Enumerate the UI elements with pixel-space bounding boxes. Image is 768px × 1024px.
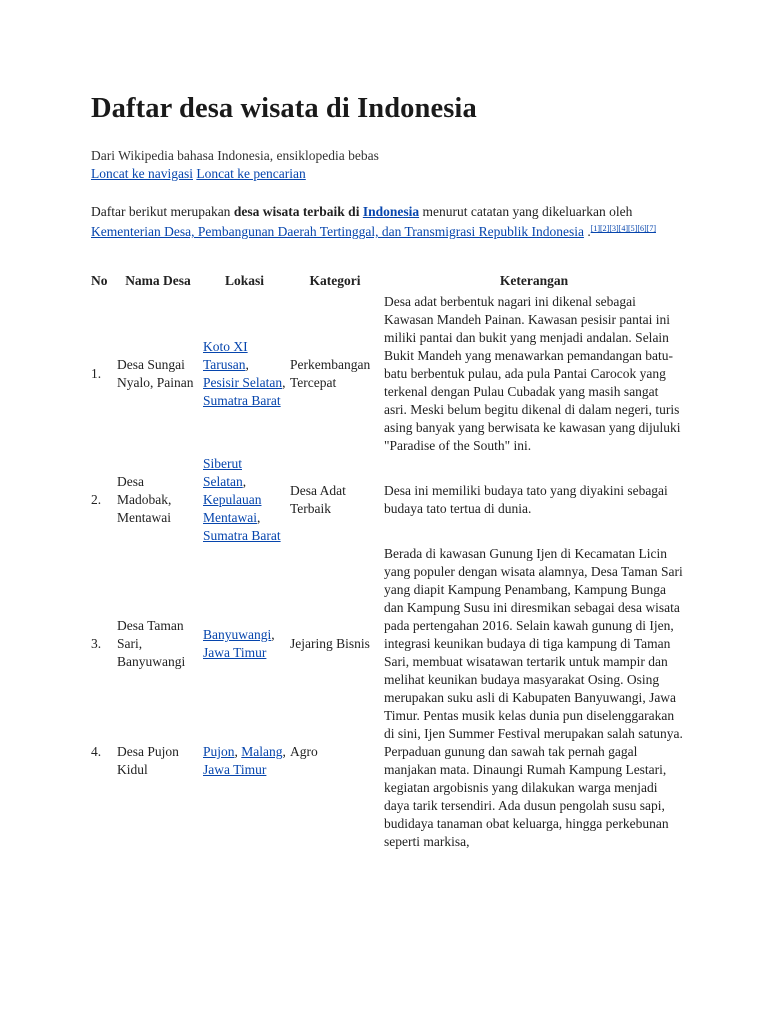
- ministry-link[interactable]: Kementerian Desa, Pembangunan Daerah Tertinggal, dan Transmigrasi Republik Indonesia: [91, 224, 584, 239]
- category: Jejaring Bisnis: [290, 636, 370, 651]
- jump-to-navigation-link[interactable]: Loncat ke navigasi: [91, 166, 193, 181]
- location-link[interactable]: Pesisir Selatan: [203, 375, 283, 390]
- location-cell: Koto XI Tarusan, Pesisir Selatan, Sumatra Barat: [203, 339, 286, 408]
- location-link[interactable]: Siberut Selatan: [203, 456, 243, 489]
- intro-bold-label: desa wisata terbaik di: [233, 204, 363, 219]
- header-keterangan: Keterangan: [499, 273, 569, 288]
- reference-links[interactable]: [1][2][3][4][5][6][7]: [590, 224, 656, 233]
- location-link[interactable]: Kepulauan Mentawai: [203, 492, 262, 525]
- page-title: Daftar desa wisata di Indonesia: [91, 93, 477, 124]
- row-number: 1.: [91, 366, 102, 381]
- intro-bold-text: [234, 204, 419, 219]
- category: Agro: [290, 744, 318, 759]
- row-number: 3.: [91, 636, 102, 651]
- village-name: Desa Sungai Nyalo, Painan: [117, 357, 194, 390]
- table-row: [91, 743, 686, 851]
- description: Desa adat berbentuk nagari ini dikenal sebagai Kawasan Mandeh Painan. Kawasan pesisir pantai ini miliki pantai dan bukit yang menjadi andalan. Selain Bukit Mandeh yang menawarkan pemandangan batu-batu berbentuk pulau, ada pula Pantai Carocok yang terkenal dengan Pulau Cubadak yang masih sangat asri. Meski belum begitu dikenal di dalam negeri, turis asing banyak yang berwisata ke kawasan yang dijuluki "Paradise of the South" ini.: [384, 294, 681, 453]
- table-header-row: [91, 270, 686, 293]
- location-link[interactable]: Koto XI Tarusan: [203, 339, 248, 372]
- row-number: 2.: [91, 492, 102, 507]
- location-link[interactable]: Jawa Timur: [203, 645, 267, 660]
- location-link[interactable]: Jawa Timur: [203, 762, 267, 777]
- description: Desa ini memiliki budaya tato yang diyakini sebagai budaya tato tertua di dunia.: [384, 483, 668, 516]
- village-table: [91, 270, 686, 851]
- location-cell: Pujon, Malang, Jawa Timur: [203, 744, 286, 777]
- village-name: Desa Taman Sari, Banyuwangi: [117, 618, 186, 669]
- description: Perpaduan gunung dan sawah tak pernah gagal manjakan mata. Dinaungi Rumah Kampung Lestari, kegiatan argobisnis yang dilakukan warga menjadi daya tarik tersendiri. Ada dusun pengolah susu sapi, budidaya tanaman obat keluarga, hingga perkebunan seperti markisa,: [384, 744, 669, 849]
- header-kategori: Kategori: [309, 273, 361, 288]
- header-nama-desa: Nama Desa: [125, 273, 191, 288]
- village-name: Desa Madobak, Mentawai: [117, 474, 172, 525]
- location-link[interactable]: Sumatra Barat: [203, 393, 281, 408]
- indonesia-link[interactable]: Indonesia: [362, 204, 420, 219]
- location-cell: Siberut Selatan, Kepulauan Mentawai, Sumatra Barat: [203, 456, 281, 543]
- table-row: [91, 293, 686, 455]
- location-link[interactable]: Malang: [241, 744, 283, 759]
- location-cell: Banyuwangi, Jawa Timur: [203, 627, 275, 660]
- jump-to-search-link[interactable]: Loncat ke pencarian: [196, 166, 306, 181]
- category: Perkembangan Tercepat: [290, 357, 371, 390]
- intro-text-2: menurut catatan yang dikeluarkan oleh: [419, 204, 633, 219]
- location-link[interactable]: Banyuwangi: [203, 627, 272, 642]
- site-subtitle: Dari Wikipedia bahasa Indonesia, ensiklopedia bebas: [91, 148, 379, 163]
- header-no: No: [91, 273, 108, 288]
- intro-text-3: .: [583, 224, 591, 239]
- row-number: 4.: [91, 744, 102, 759]
- header-lokasi: Lokasi: [224, 273, 265, 288]
- jump-links: [91, 166, 306, 182]
- intro-text: Daftar berikut merupakan: [91, 204, 234, 219]
- village-name: Desa Pujon Kidul: [117, 744, 179, 777]
- location-link[interactable]: Pujon: [203, 744, 235, 759]
- table-row: [91, 545, 686, 743]
- category: Desa Adat Terbaik: [290, 483, 346, 516]
- description: Berada di kawasan Gunung Ijen di Kecamatan Licin yang populer dengan wisata alamnya, Desa Taman Sari yang diapit Kampung Penambang, Kampung Bunga dan Kampung Susu ini diresmikan sebagai desa wisata pada pertengahan 2016. Selain kawah gunung di Ijen, integrasi keunikan budaya di tiga kampung di Taman Sari, membuat wisatawan tertarik untuk mampir dan melihat keunikan budaya masyarakat Osing. Osing merupakan suku asli di Kabupaten Banyuwangi, Jawa Timur. Pentas musik kelas dunia pun diselenggarakan di sini, Ijen Summer Festival merupakan salah satunya.: [384, 546, 683, 741]
- intro-paragraph: [91, 203, 681, 240]
- table-row: [91, 455, 686, 545]
- location-link[interactable]: Sumatra Barat: [203, 528, 281, 543]
